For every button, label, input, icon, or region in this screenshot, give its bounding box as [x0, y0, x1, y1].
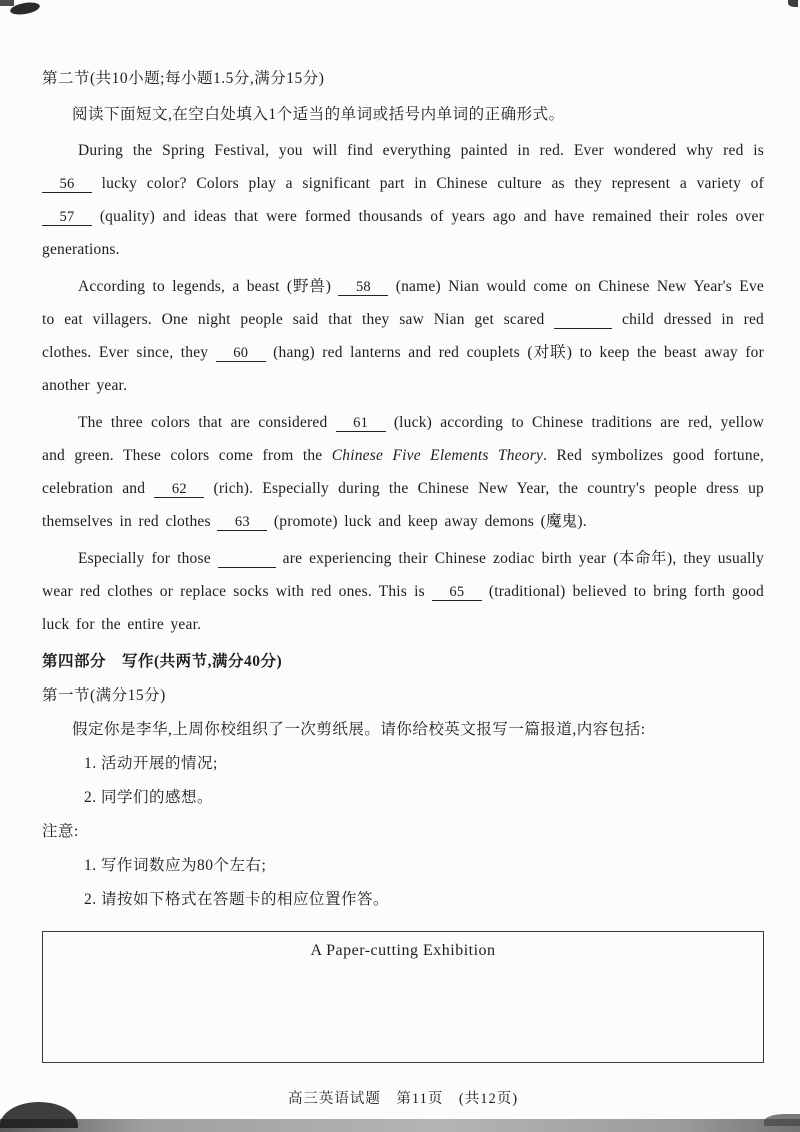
page-footer: 高三英语试题 第11页 (共12页): [287, 1091, 519, 1107]
scan-artifact: [0, 1119, 800, 1132]
fill-blank-58: 58: [338, 279, 388, 296]
passage: [42, 134, 764, 641]
passage-text: child dressed in red clothes. Ever since, they: [42, 311, 764, 361]
passage-paragraph-3: [42, 406, 764, 538]
scan-artifact: [0, 0, 14, 6]
fill-blank-62: 62: [154, 481, 204, 498]
passage-text: . Red symbolizes good fortune, celebration and: [42, 447, 764, 497]
notes-label: 注意:: [42, 823, 79, 840]
passage-paragraph-1: [42, 134, 764, 266]
note-1: 1. 写作词数应为80个左右;: [84, 857, 267, 874]
fill-blank-60: 60: [216, 345, 266, 362]
section2-instruction: 阅读下面短文,在空白处填入1个适当的单词或括号内单词的正确形式。: [72, 106, 565, 123]
passage-text: (rich). Especially during the Chinese New Year, the country's people dress up themselves in red clothes: [42, 480, 764, 530]
scan-artifact: [9, 0, 40, 16]
note-2: 2. 请按如下格式在答题卡的相应位置作答。: [84, 891, 390, 908]
passage-text: Chinese Five Elements Theory: [331, 447, 544, 464]
fill-blank-56: 56: [42, 176, 92, 193]
passage-text: (hang) red lanterns and red couplets (对联) to keep the beast away for another year.: [42, 344, 764, 394]
passage-text: (name) Nian would come on Chinese New Year's Eve to eat villagers. One night people said that they saw Nian get scared: [42, 278, 764, 328]
passage-text: (promote) luck and keep away demons (魔鬼).: [267, 513, 587, 530]
fill-blank-65: 65: [432, 584, 482, 601]
writing-prompt: 假定你是李华,上周你校组织了一次剪纸展。请你给校英文报写一篇报道,内容包括:: [72, 721, 646, 738]
passage-text: are experiencing their Chinese zodiac birth year (本命年), they usually wear red clothes or replace socks with red ones. This is: [42, 550, 764, 600]
passage-text: (traditional) believed to bring forth good luck for the entire year.: [42, 583, 764, 633]
passage-text: (luck) according to Chinese traditions are red, yellow and green. These colors come from the: [42, 414, 764, 464]
prompt-point-2: 2. 同学们的感想。: [84, 789, 214, 806]
scan-artifact: [788, 0, 798, 7]
passage-text: lucky color? Colors play a significant part in Chinese culture as they represent a variety of: [92, 175, 764, 192]
section4-sub-heading: 第一节(满分15分): [42, 687, 166, 704]
passage-paragraph-4: [42, 542, 764, 641]
passage-text: (quality) and ideas that were formed thousands of years ago and have remained their roles over generations.: [42, 208, 764, 258]
passage-text: According to legends, a beast (野兽): [78, 278, 339, 295]
section4-heading: 第四部分 写作(共两节,满分40分): [42, 653, 283, 670]
fill-blank: [218, 551, 276, 568]
writing-answer-box: [42, 931, 764, 1063]
passage-text: During the Spring Festival, you will find everything painted in red. Ever wondered why red is: [78, 142, 764, 159]
prompt-point-1: 1. 活动开展的情况;: [84, 755, 218, 772]
passage-text: Especially for those: [78, 550, 218, 567]
fill-blank-63: 63: [217, 514, 267, 531]
scan-artifact: [764, 1114, 800, 1126]
writing-box-title: A Paper-cutting Exhibition: [310, 942, 496, 959]
fill-blank-57: 57: [42, 209, 92, 226]
passage-paragraph-2: [42, 270, 764, 402]
fill-blank: [554, 312, 612, 329]
section2-heading: 第二节(共10小题;每小题1.5分,满分15分): [42, 70, 325, 87]
fill-blank-61: 61: [336, 415, 386, 432]
passage-text: The three colors that are considered: [78, 414, 336, 431]
page-content: [42, 62, 764, 1108]
